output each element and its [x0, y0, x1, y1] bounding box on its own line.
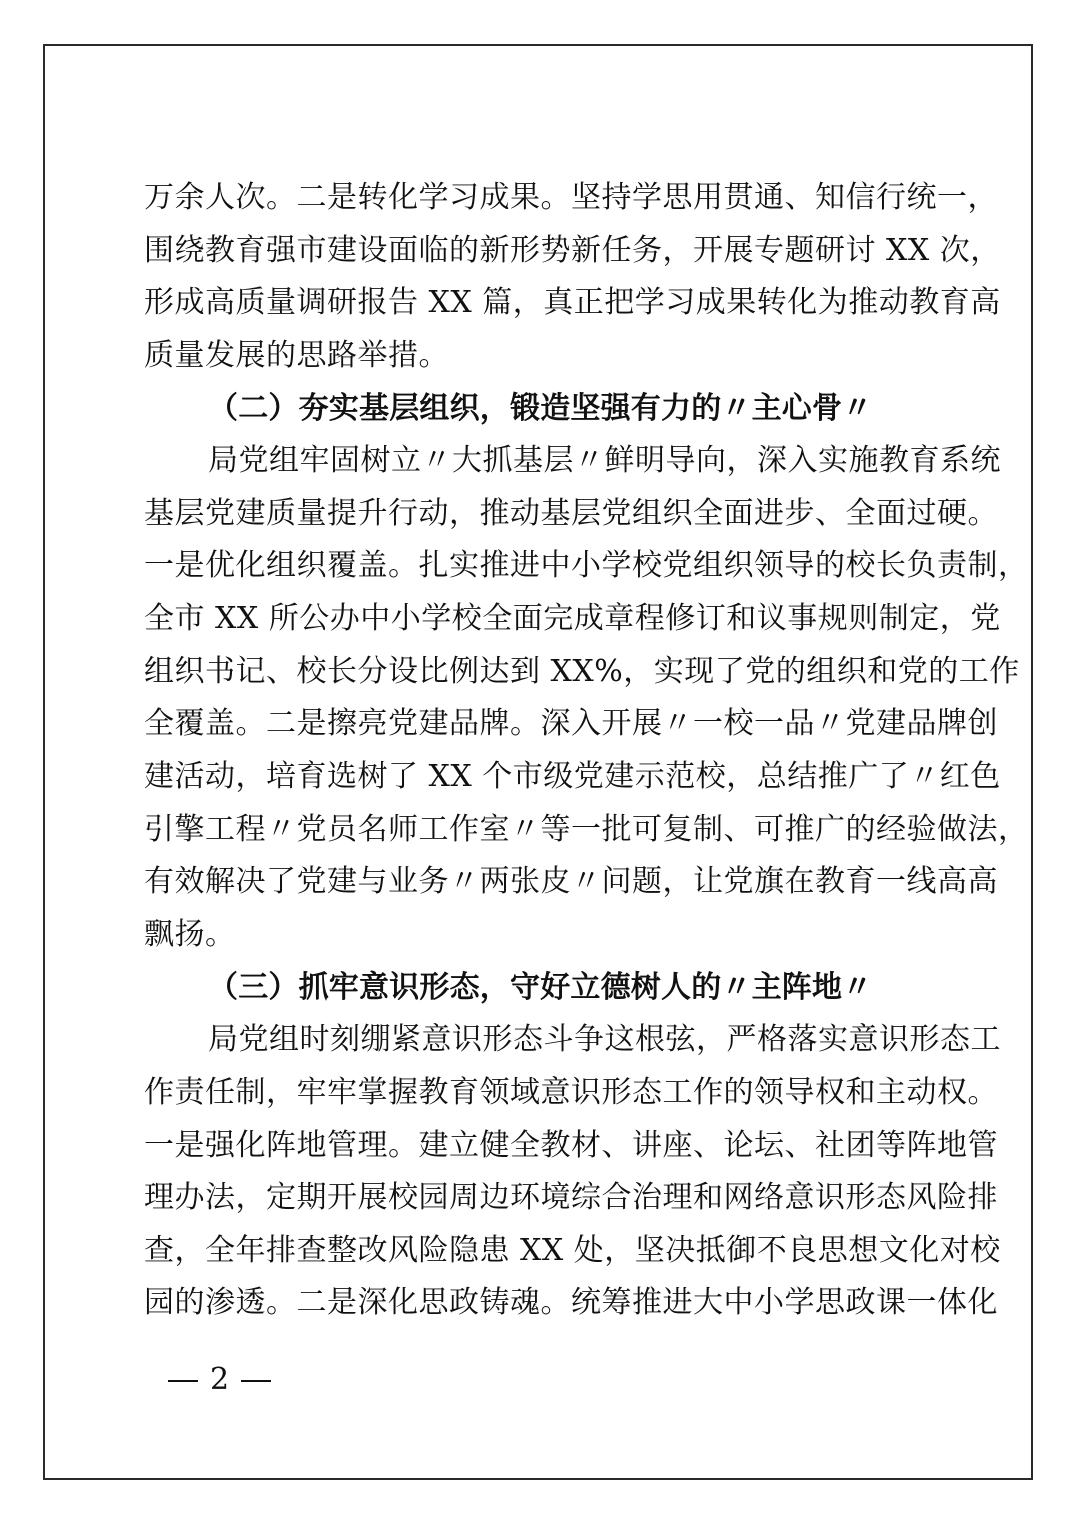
text-line: 万余人次。二是转化学习成果。坚持学思用贯通、知信行统一， [144, 180, 998, 215]
text-line: 飘扬。 [144, 916, 236, 952]
text-line: 基层党建质量提升行动，推动基层党组织全面进步、全面过硬。 [144, 495, 998, 531]
text-line: 组织书记、校长分设比例达到 XX%，实现了党的组织和党的工作 [144, 653, 1020, 689]
text-line: 园的渗透。二是深化思政铸魂。统筹推进大中小学思政课一体化 [144, 1285, 998, 1321]
page-number-value: 2 [210, 1362, 230, 1397]
paragraph-first-line: 局党组牢固树立〃大抓基层〃鲜明导向，深入实施教育系统 [208, 443, 1001, 479]
text-line: 一是优化组织覆盖。扎实推进中小学校党组织领导的校长负责制， [144, 548, 1029, 584]
text-line: 查，全年排查整改风险隐患 XX 处，坚决抵御不良思想文化对校 [144, 1232, 1001, 1268]
page-number [168, 1360, 271, 1400]
page-number-dash-right [241, 1380, 271, 1382]
text-line: 一是强化阵地管理。建立健全教材、讲座、论坛、社团等阵地管 [144, 1127, 998, 1163]
text-line: 全覆盖。二是擦亮党建品牌。深入开展〃一校一品〃党建品牌创 [144, 706, 998, 742]
text-line: 围绕教育强市建设面临的新形势新任务，开展专题研讨 XX 次， [144, 232, 1001, 268]
text-line: 作责任制，牢牢掌握教育领域意识形态工作的领导权和主动权。 [144, 1074, 998, 1110]
paragraph-first-line: 局党组时刻绷紧意识形态斗争这根弦，严格落实意识形态工 [208, 1022, 1001, 1058]
text-line: 有效解决了党建与业务〃两张皮〃问题，让党旗在教育一线高高 [144, 864, 998, 900]
text-line: 全市 XX 所公办中小学校全面完成章程修订和议事规则制定，党 [144, 601, 1001, 637]
page-number-dash-left [168, 1380, 198, 1382]
text-line: 质量发展的思路举措。 [144, 337, 449, 373]
section-heading: （三）抓牢意识形态，守好立德树人的〃主阵地〃 [208, 969, 873, 1005]
text-line: 建活动，培育选树了 XX 个市级党建示范校，总结推广了〃红色 [144, 759, 1001, 795]
document-body [144, 172, 1029, 1330]
text-line: 引擎工程〃党员名师工作室〃等一批可复制、可推广的经验做法， [144, 811, 1029, 847]
text-line: 理办法，定期开展校园周边环境综合治理和网络意识形态风险排 [144, 1180, 998, 1216]
section-heading: （二）夯实基层组织，锻造坚强有力的〃主心骨〃 [208, 390, 873, 426]
text-line: 形成高质量调研报告 XX 篇，真正把学习成果转化为推动教育高 [144, 285, 1001, 321]
